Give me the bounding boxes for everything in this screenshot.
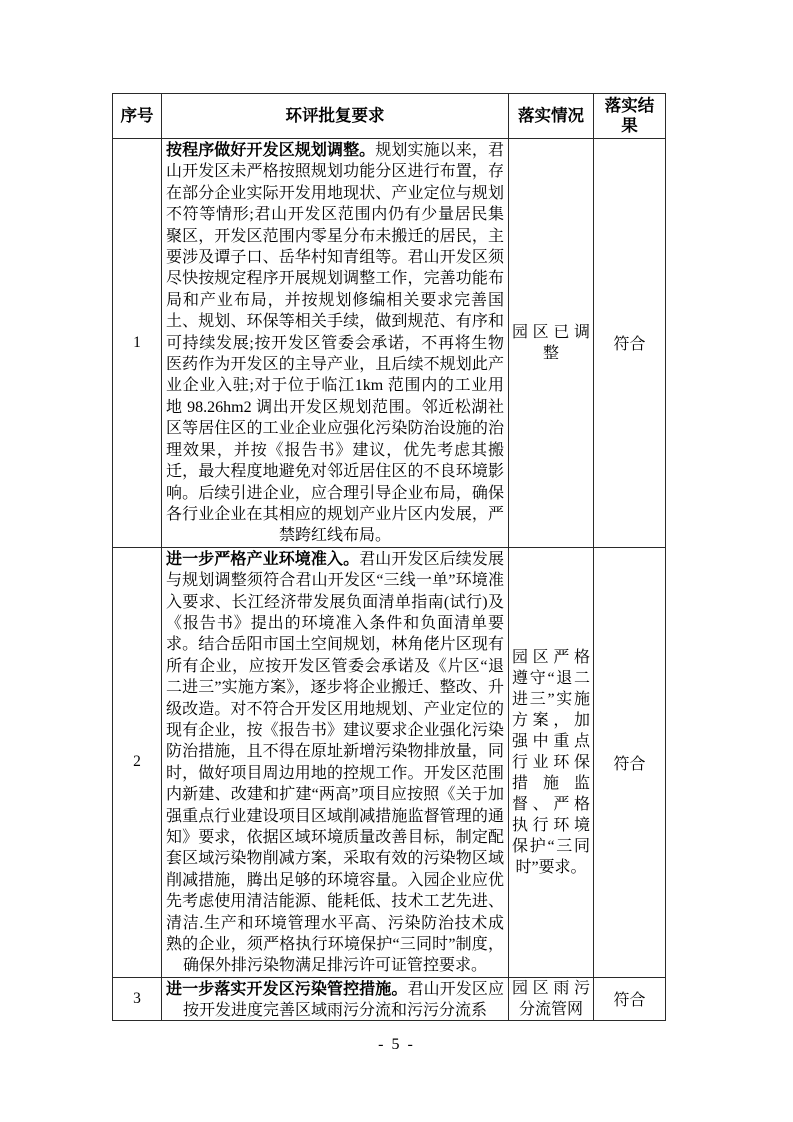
table-row bbox=[113, 977, 666, 1020]
requirement-body: 君山开发区应按开发进度完善区域雨污分流和污污分流系 bbox=[182, 980, 504, 1020]
col-header-result: 落实结果 bbox=[594, 94, 666, 139]
page-number: - 5 - bbox=[378, 1036, 415, 1053]
table-header-row bbox=[113, 94, 666, 139]
result-cell: 符合 bbox=[594, 977, 666, 1020]
requirement-bold-lead: 按程序做好开发区规划调整。 bbox=[166, 142, 376, 159]
requirement-clipped-content bbox=[166, 979, 504, 1020]
status-cell: 园区已调整 bbox=[509, 139, 594, 548]
requirement-cell bbox=[162, 977, 509, 1020]
row-number-cell: 2 bbox=[113, 547, 162, 977]
col-header-status: 落实情况 bbox=[509, 94, 594, 139]
row-number-cell: 3 bbox=[113, 977, 162, 1020]
status-cell: 园区严格遵守“退二进三”实施方案，加强中重点行业环保措施监督、严格执行环境保护“三同时”要求。 bbox=[509, 547, 594, 977]
status-cell bbox=[509, 977, 594, 1020]
requirement-bold-lead: 进一步落实开发区污染管控措施。 bbox=[166, 980, 408, 998]
requirement-body: 规划实施以来，君山开发区未严格按照规划功能分区进行布置，存在部分企业实际开发用地现状、产业定位与规划不符等情形;君山开发区范围内仍有少量居民集聚区，开发区范围内零星分布未搬迁的居民，主要涉及谭子口、岳华村知青组等。君山开发区须尽快按规定程序开展规划调整工作，完善功能布局和产业布局，并按规划修编相关要求完善国土、规划、环保等相关手续，做到规范、有序和可持续发展;按开发区管委会承诺，不再将生物医药作为开发区的主导产业，且后续不规划此产业企业入驻;对于位于临江1km 范围内的工业用地 98.26hm2 调出开发区规划范围。邻近松湖社区等居住区的工业企业应强化污染防治设施的治理效果，并按《报告书》建议，优先考虑其搬迁，最大程度地避免对邻近居住区的不良环境影响。后续引进企业，应合理引导企业布局，确保各行业企业在其相应的规划产业片区内发展，严禁跨红线布局。 bbox=[166, 142, 504, 545]
status-clipped-content: 园区雨污分流管网 bbox=[512, 979, 590, 1018]
table-row bbox=[113, 547, 666, 977]
row-number-cell: 1 bbox=[113, 139, 162, 548]
requirement-bold-lead: 进一步严格产业环境准入。 bbox=[166, 550, 360, 568]
requirement-cell bbox=[162, 547, 509, 977]
result-cell: 符合 bbox=[594, 139, 666, 548]
requirement-body: 君山开发区后续发展与规划调整须符合君山开发区“三线一单”环境准入要求、长江经济带发展负面清单指南(试行)及《报告书》提出的环境准入条件和负面清单要求。结合岳阳市国土空间规划，林角佬片区现有所有企业，应按开发区管委会承诺及《片区“退二进三”实施方案》，逐步将企业搬迁、整改、升级改造。对不符合开发区用地规划、产业定位的现有企业，按《报告书》建议要求企业强化污染防治措施，且不得在原址新增污染物排放量，同时，做好项目周边用地的控规工作。开发区范围内新建、改建和扩建“两高”项目应按照《关于加强重点行业建设项目区域削减措施监督管理的通知》要求，依据区域环境质量改善目标，制定配套区域污染物削减方案，采取有效的污染物区域削减措施，腾出足够的环境容量。入园企业应优先考虑使用清洁能源、能耗低、技术工艺先进、清洁.生产和环境管理水平高、污染防治技术成熟的企业，须严格执行环境保护“三同时”制度，确保外排污染物满足排污许可证管控要求。 bbox=[166, 550, 504, 975]
table-row bbox=[113, 139, 666, 548]
eia-compliance-table bbox=[112, 93, 666, 1021]
requirement-cell bbox=[162, 139, 509, 548]
col-header-requirement: 环评批复要求 bbox=[162, 94, 509, 139]
col-header-no: 序号 bbox=[113, 94, 162, 139]
result-cell: 符合 bbox=[594, 547, 666, 977]
